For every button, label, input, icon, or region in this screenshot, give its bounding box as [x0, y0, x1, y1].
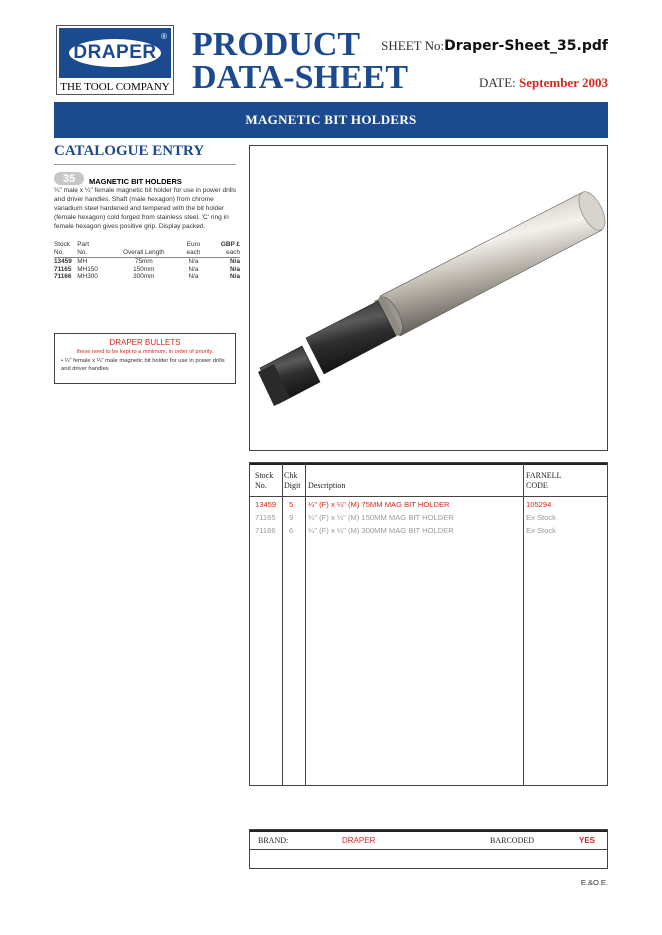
logo-badge — [59, 28, 171, 78]
product-table — [249, 462, 608, 786]
spec-cell: N/a — [230, 258, 240, 266]
spec-header-cell: Euro — [186, 241, 201, 248]
col-divider — [282, 463, 283, 785]
header-stock-line1: Stock — [255, 471, 274, 480]
header-chk — [284, 471, 300, 491]
product-heading: MAGNETIC BIT HOLDERS — [89, 177, 182, 186]
logo-word: DRAPER — [73, 42, 157, 63]
spec-header-cell: Part — [77, 241, 89, 248]
spec-header-cell: Stock — [54, 241, 70, 248]
title-line-1: PRODUCT — [192, 26, 361, 63]
spec-header-cell: No. — [54, 248, 64, 256]
brand-label: BRAND: — [258, 836, 289, 845]
brand-value: DRAPER — [342, 836, 376, 845]
spec-cell: 150mm — [133, 265, 155, 273]
product-description: ¼" male x ¼" female magnetic bit holder for use in power drills and driver handles. Shaft (male hexagon) from chrome vanadium steel hardened and tempered with the bit holder (female hexagon) cold forged from stainless steel. 'C' ring in female hexagon gives positive grip. Display packed. — [54, 187, 237, 230]
barcoded-label: BARCODED — [490, 836, 535, 845]
spec-cell: 300mm — [133, 273, 155, 281]
catalogue-heading: CATALOGUE ENTRY — [54, 143, 205, 159]
spec-row — [54, 266, 240, 274]
spec-table-clip — [54, 238, 240, 288]
sheet-label: SHEET No: — [381, 38, 445, 53]
col-divider — [523, 463, 524, 785]
row-stock: 13459 — [255, 500, 277, 509]
spec-cell: MH300 — [77, 273, 98, 281]
row-code: Ex Stock — [526, 513, 556, 522]
spec-header-cell: each — [226, 248, 240, 256]
date-value: September 2003 — [519, 75, 608, 90]
brand-mid-rule — [250, 849, 607, 850]
spec-cell: 13459 — [54, 258, 72, 266]
header-chk-line2: Digit — [284, 481, 301, 490]
spec-header-row — [54, 249, 240, 258]
spec-row — [54, 273, 240, 281]
spec-cell: N/a — [230, 265, 240, 273]
row-stock: 71165 — [255, 513, 276, 522]
spec-cell: N/a — [188, 273, 199, 281]
logo-oval — [67, 37, 163, 69]
spec-cell: 75mm — [134, 258, 153, 266]
draper-logo — [56, 25, 174, 95]
logo-tagline: THE TOOL COMPANY — [60, 81, 170, 93]
brand-box — [249, 829, 608, 869]
sheet-value: Draper-Sheet_35.pdf — [444, 38, 608, 54]
row-chk: 6 — [289, 526, 294, 535]
page-title — [192, 28, 408, 94]
spec-header-cell — [113, 241, 174, 249]
barcoded-value: YES — [579, 836, 596, 845]
row-description: ¼" (F) x ¼" (M) 150MM MAG BIT HOLDER — [308, 513, 454, 522]
bit-holder-image — [250, 146, 607, 450]
spec-cell: N/a — [188, 258, 199, 266]
header-farnell — [526, 471, 561, 491]
sheet-number — [381, 38, 608, 54]
bullets-title: DRAPER BULLETS — [109, 338, 181, 347]
date-label: DATE: — [478, 75, 516, 90]
spec-header-cell: GBP £ — [220, 241, 240, 248]
footer-eoe: E.&O.E. — [580, 878, 608, 887]
section-banner: MAGNETIC BIT HOLDERS — [54, 102, 608, 138]
draper-bullets-box — [54, 333, 236, 384]
spec-cell: N/a — [230, 273, 240, 281]
product-photo — [249, 145, 608, 451]
spec-header-cell: each — [186, 248, 201, 256]
title-line-2: DATA-SHEET — [192, 59, 409, 96]
header-chk-line1: Chk — [284, 471, 298, 480]
row-stock: 71166 — [255, 526, 276, 535]
date-line — [479, 75, 608, 91]
spec-cell: 71165 — [54, 265, 72, 273]
row-chk: 9 — [289, 513, 294, 522]
bullets-subtitle: these need to be kept to a minimum, in order of priority. — [76, 349, 214, 355]
spec-header-cell: Overall Length — [123, 248, 165, 256]
row-description: ¼" (F) x ¼" (M) 300MM MAG BIT HOLDER — [308, 526, 454, 535]
header-farnell-line2: CODE — [526, 481, 548, 490]
spec-cell: MH150 — [77, 265, 98, 273]
row-chk: 5 — [289, 500, 294, 509]
row-description: ¼" (F) x ¼" (M) 75MM MAG BIT HOLDER — [308, 500, 450, 509]
spec-table — [54, 241, 240, 281]
page-badge: 35 — [54, 172, 84, 185]
header-stock-line2: No. — [255, 481, 267, 490]
header-farnell-line1: FARNELL — [526, 471, 562, 480]
spec-cell: MH — [77, 258, 88, 266]
bullet-item: • ¼" female x ¼" male magnetic bit holder for use in power drills and driver handles — [61, 358, 225, 372]
col-divider — [305, 463, 306, 785]
spec-cell: 71166 — [54, 273, 72, 281]
header-stock — [255, 471, 273, 491]
row-code: 105294 — [526, 500, 552, 509]
spec-cell: N/a — [188, 265, 199, 273]
spec-header-cell: No. — [77, 248, 88, 256]
row-code: Ex Stock — [526, 526, 556, 535]
catalogue-rule — [54, 164, 236, 165]
bit-holder-shaft — [258, 188, 610, 406]
registered-mark: ® — [161, 32, 167, 41]
brand-top-rule — [250, 830, 607, 832]
spec-row — [54, 258, 240, 266]
header-description: Description — [308, 481, 346, 490]
spec-header-row — [54, 241, 240, 249]
